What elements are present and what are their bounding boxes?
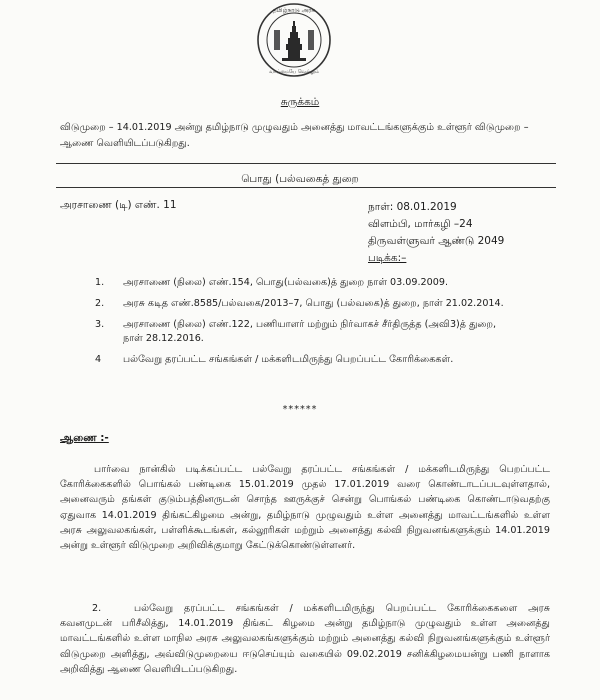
- top-divider: [56, 163, 556, 164]
- reference-item: [95, 297, 515, 311]
- reference-text: அரசு கடித எண்.8585/பல்வகை/2013–7, பொது (பல்வகை)த் துறை, நாள் 21.02.2014.: [123, 298, 504, 309]
- government-emblem-icon: [252, 0, 336, 84]
- reference-text: அரசாணை (நிலை) எண்.122, பணியாளர் மற்றும் நிர்வாகச் சீர்திருத்த (அவி3)த் துறை, நாள் 28.12.2016.: [123, 319, 497, 344]
- reference-number: 4: [95, 354, 102, 365]
- summary-heading: சுருக்கம்: [280, 96, 320, 108]
- read-label: படிக்க:–: [368, 252, 407, 264]
- reference-item: [95, 353, 515, 367]
- svg-text:வாய்மையே வெல்லும்: வாய்மையே வெல்லும்: [269, 70, 319, 75]
- reference-number: 1.: [95, 277, 105, 288]
- order-meta: [368, 199, 504, 267]
- bottom-divider: [56, 187, 556, 188]
- department-title: பொது (பல்வகைத் துறை: [241, 173, 359, 185]
- reference-number: 3.: [95, 319, 105, 330]
- paragraph-number: 2.: [92, 603, 102, 614]
- thiruvalluvar-year: திருவள்ளுவர் ஆண்டு 2049: [368, 235, 505, 247]
- go-number: அரசாணை (டி) எண். 11: [60, 199, 177, 211]
- order-heading: ஆணை :-: [60, 432, 109, 444]
- reference-text: பல்வேறு தரப்பட்ட சங்கங்கள் / மக்களிடமிருந்து பெறப்பட்ட கோரிக்கைகள்.: [123, 354, 454, 365]
- reference-text: அரசாணை (நிலை) எண்.154, பொது(பல்வகை)த் துறை நாள் 03.09.2009.: [123, 277, 449, 288]
- reference-number: 2.: [95, 298, 105, 309]
- subject-text: விடுமுறை – 14.01.2019 அன்று தமிழ்நாடு முழுவதும் அனைத்து மாவட்டங்களுக்கும் உள்ளூர் விடுமுறை – ஆணை வெளியிடப்படுகிறது.: [60, 122, 529, 149]
- separator: ******: [282, 404, 318, 415]
- reference-item: [95, 276, 515, 290]
- reference-item: [95, 318, 515, 346]
- references-list: [95, 276, 515, 374]
- paragraph-2: [60, 601, 550, 677]
- svg-text:தமிழ்நாடு அரசு: தமிழ்நாடு அரசு: [272, 7, 316, 14]
- paragraph-1: பார்வை நான்கில் படிக்கப்பட்ட பல்வேறு தரப்பட்ட சங்கங்கள் / மக்களிடமிருந்து பெறப்பட்ட கோரிக்கைகளில் பொங்கல் பண்டிகை 15.01.2019 முதல் 17.01.2019 வரை கொண்டாடப்படவுள்ளதால், அனைவரும் தங்கள் குடும்பத்தினருடன் சொந்த ஊருக்குச் சென்று பொங்கல் பண்டிகை கொண்டாடுவதற்கு ஏதுவாக 14.01.2019 திங்கட்கிழமை அன்று, தமிழ்நாடு முழுவதும் உள்ள அனைத்து மாவட்டங்களில் உள்ள அரசு அலுவலகங்கள், பள்ளிக்கூடங்கள், கல்லூரிகள் மற்றும் அனைத்து கல்வி நிறுவனங்களுக்கும் 14.01.2019 அன்று உள்ளூர் விடுமுறை அறிவிக்குமாறு கேட்டுக்கொண்டுள்ளனர்.: [60, 464, 550, 552]
- paragraph-2-text: பல்வேறு தரப்பட்ட சங்கங்கள் / மக்களிடமிருந்து பெறப்பட்ட கோரிக்கைகளை அரசு கவனமுடன் பரிசீலித்து, 14.01.2019 திங்கட் கிழமை அன்று தமிழ்நாடு முழுவதும் உள்ள அனைத்து மாவட்டங்களில் உள்ள மாநில அரசு அலுவலகங்களுக்கும் மற்றும் அனைத்து கல்வி நிறுவனங்களுக்கும் உள்ளூர் விடுமுறை அளித்து, அவ்விடுமுறையை ஈடுசெய்யும் வகையில் 09.02.2019 சனிக்கிழமையன்று பணி நாளாக அறிவித்து ஆணை வெளியிடப்படுகிறது.: [60, 603, 550, 675]
- order-date: நாள்: 08.01.2019: [368, 201, 457, 213]
- tamil-calendar-date: விளம்பி, மார்கழி –24: [368, 218, 473, 230]
